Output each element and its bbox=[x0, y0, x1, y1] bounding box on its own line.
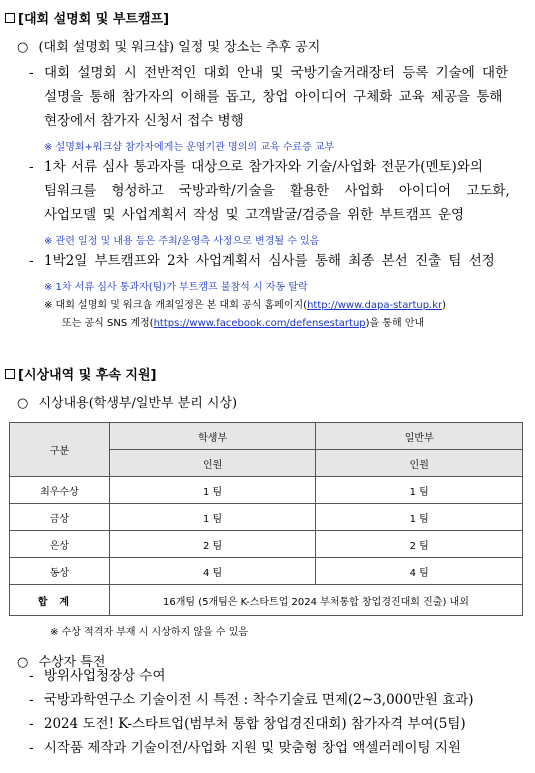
row-student: 2 팀 bbox=[109, 531, 316, 558]
facebook-link[interactable]: https://www.facebook.com/defensestartup bbox=[153, 318, 366, 329]
section1-note1: ※ 설명회+워크샵 참가자에게는 운영기관 명의의 교육 수료증 교부 bbox=[44, 142, 335, 153]
circle-bullet-icon: ○ bbox=[17, 396, 29, 411]
section1-circle-item: ○ (대회 설명회 및 워크샵) 일정 및 장소는 추후 공지 bbox=[17, 40, 321, 55]
section1-note3: ※ 1차 서류 심사 통과자(팀)가 부트캠프 불참석 시 자동 탈락 bbox=[44, 282, 308, 293]
section1-dash3 bbox=[29, 249, 34, 273]
dash-bullet: - bbox=[29, 65, 34, 81]
section1-note2: ※ 관련 일정 및 내용 등은 주최/운영측 사정으로 변경될 수 있음 bbox=[44, 236, 320, 247]
section1-dash1-line3: 현장에서 참가자 신청서 접수 병행 bbox=[44, 113, 244, 129]
row-label: 동상 bbox=[10, 558, 110, 585]
section1-dash2-line3: 사업모델 및 사업계획서 작성 및 고객발굴/검증을 위한 부트캠프 운영 bbox=[44, 207, 465, 223]
table-total-row bbox=[10, 585, 523, 616]
section1-dash1-line2: 설명을 통해 참가자의 이해를 돕고, 창업 아이디어 구체화 교육 제공을 통해 bbox=[44, 89, 503, 105]
benefit-item: - 2024 도전! K-스타트업(범부처 통합 창업경진대회) 참가자격 부여(5팀) bbox=[29, 716, 466, 732]
row-student: 4 팀 bbox=[109, 558, 316, 585]
header-student: 학생부 bbox=[109, 423, 316, 450]
benefit-item: - 방위사업청장상 수여 bbox=[29, 668, 166, 684]
subheader-general: 인원 bbox=[316, 450, 523, 477]
dash-bullet: - bbox=[29, 668, 34, 684]
section1-dash2 bbox=[29, 155, 34, 179]
total-value: 16개팀 (5개팀은 K-스타트업 2024 부처통합 창업경진대회 진출) 내외 bbox=[109, 585, 522, 616]
total-label: 합계 bbox=[10, 585, 110, 616]
table-note: ※ 수상 적격자 부재 시 시상하지 않을 수 있음 bbox=[50, 627, 249, 638]
benefit-item: - 국방과학연구소 기술이전 시 특전 : 착수기술료 면제(2~3,000만원 효과) bbox=[29, 692, 474, 708]
table-row bbox=[10, 558, 523, 585]
section1-dash1-line1: 대회 설명회 시 전반적인 대회 안내 및 국방기술거래장터 등록 기술에 대한 bbox=[44, 65, 509, 81]
subheader-student: 인원 bbox=[109, 450, 316, 477]
row-label: 최우수상 bbox=[10, 477, 110, 504]
row-general: 2 팀 bbox=[316, 531, 523, 558]
benefit-item: - 시작품 제작과 기술이전/사업화 지원 및 맞춤형 창업 액셀러레이팅 지원 bbox=[29, 740, 461, 756]
checkbox-icon bbox=[5, 369, 15, 379]
table-row bbox=[10, 504, 523, 531]
section1-dash2-line2: 팀워크를 형성하고 국방과학/기술을 활용한 사업화 아이디어 고도화, bbox=[44, 183, 510, 199]
table-header-row bbox=[10, 423, 523, 450]
section1-dash2-line1: 1차 서류 심사 통과자를 대상으로 참가자와 기술/사업화 전문가(멘토)와의 bbox=[44, 159, 483, 175]
table-row bbox=[10, 477, 523, 504]
row-general: 1 팀 bbox=[316, 477, 523, 504]
row-student: 1 팀 bbox=[109, 477, 316, 504]
homepage-link[interactable]: http://www.dapa-startup.kr bbox=[307, 300, 443, 311]
row-student: 1 팀 bbox=[109, 504, 316, 531]
section2-title: [시상내역 및 후속 지원] bbox=[5, 364, 156, 383]
section1-title: [대회 설명회 및 부트캠프] bbox=[5, 8, 169, 27]
section1-dash3-text: 1박2일 부트캠프와 2차 사업계획서 심사를 통해 최종 본선 진출 팀 선정 bbox=[44, 253, 495, 269]
dash-bullet: - bbox=[29, 716, 34, 732]
dash-bullet: - bbox=[29, 740, 34, 756]
dash-bullet: - bbox=[29, 253, 34, 269]
row-general: 1 팀 bbox=[316, 504, 523, 531]
section1-note4: ※ 대회 설명회 및 워크숍 개최일정은 본 대회 공식 홈페이지(http://www.dapa-startup.kr) bbox=[44, 300, 447, 311]
row-label: 은상 bbox=[10, 531, 110, 558]
table-row bbox=[10, 531, 523, 558]
circle-bullet-icon: ○ bbox=[17, 40, 29, 55]
checkbox-icon bbox=[5, 13, 15, 23]
row-label: 금상 bbox=[10, 504, 110, 531]
section2-circle-item2: ○ 수상자 특전 bbox=[17, 655, 106, 670]
dash-bullet: - bbox=[29, 159, 34, 175]
header-general: 일반부 bbox=[316, 423, 523, 450]
section1-dash1 bbox=[29, 61, 34, 85]
section2-circle-item: ○ 시상내용(학생부/일반부 분리 시상) bbox=[17, 396, 238, 411]
row-general: 4 팀 bbox=[316, 558, 523, 585]
header-category: 구분 bbox=[10, 423, 110, 477]
section1-note5: 또는 공식 SNS 계정(https://www.facebook.com/defensestartup)을 통해 안내 bbox=[62, 318, 425, 329]
dash-bullet: - bbox=[29, 692, 34, 708]
award-table bbox=[9, 422, 523, 616]
circle-bullet-icon: ○ bbox=[17, 655, 29, 670]
